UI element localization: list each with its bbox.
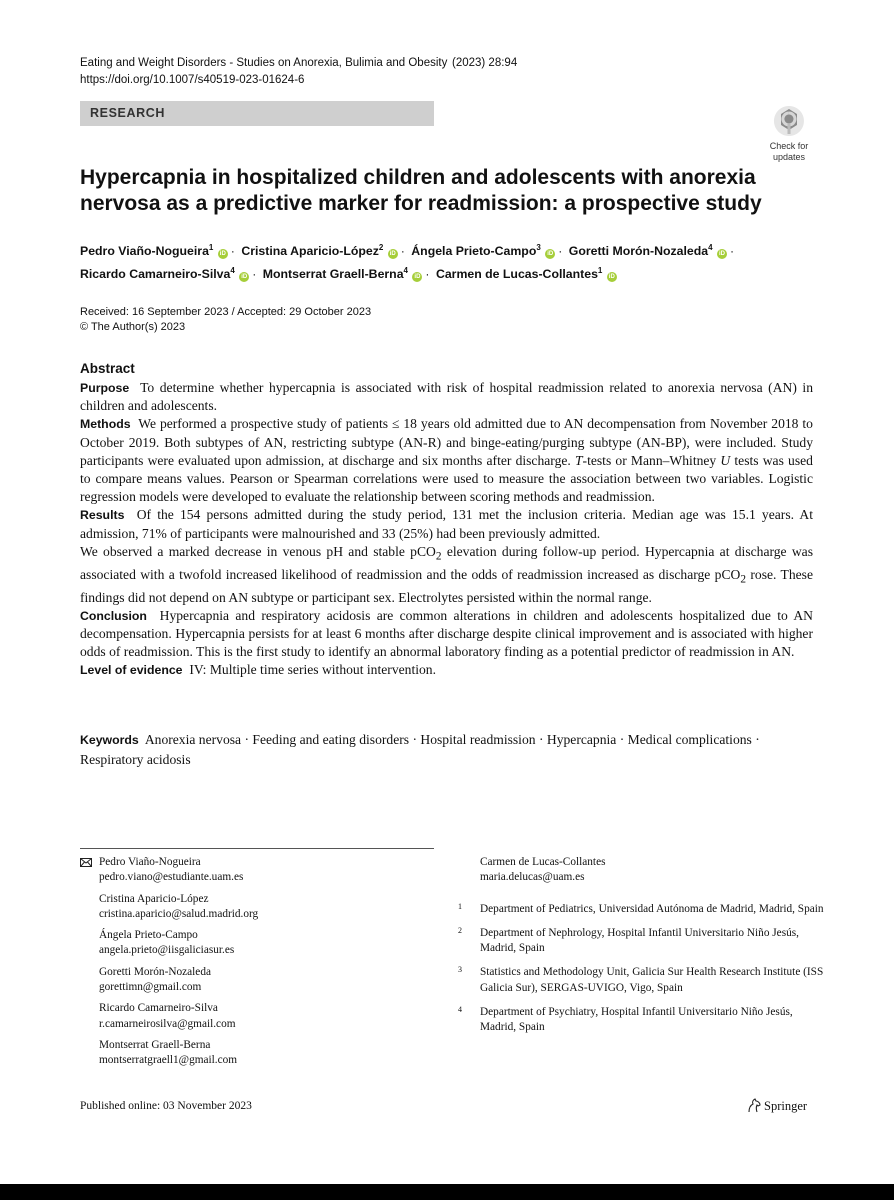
affiliation-text: Department of Pediatrics, Universidad Autónoma de Madrid, Madrid, Spain [480,902,824,915]
affiliation-text: Department of Nephrology, Hospital Infantil Universitario Niño Jesús, Madrid, Spain [480,926,799,955]
orcid-icon[interactable]: iD [719,251,725,258]
author[interactable]: Ricardo Camarneiro-Silva$^4$ iD [80,266,248,282]
affiliation-number: 1 [458,901,462,911]
title-line-1: Hypercapnia in hospitalized children and adolescents with anorexia [80,166,756,189]
contact-entry [80,965,440,996]
journal-year-volume: (2023) 28:94 [452,57,518,69]
affiliation-number: 4 [458,1005,462,1015]
contact-email[interactable]: montserratgraell1@gmail.com [99,1054,238,1067]
orcid-icon[interactable]: iD [389,251,396,258]
contact-entry [80,928,440,959]
affiliation-number: 2 [458,925,462,935]
contact-entry [80,1001,440,1032]
abstract-purpose: Purpose To determine whether hypercapnia is associated with risk of hospital readmission related to anorexia nervosa (AN) in children and adolescents. [80,380,813,414]
footnote-divider [80,848,434,849]
affiliation [458,926,828,957]
contact-email[interactable]: gorettimn@gmail.com [99,981,202,994]
paper-title [80,165,780,217]
contact-name: Carmen de Lucas-Collantes [480,856,606,868]
affiliations-column [458,855,828,1045]
contact-email[interactable]: maria.delucas@uam.es [480,871,585,884]
abstract-conclusion: Conclusion Hypercapnia and respiratory acidosis are common alterations in children and adolescents hospitalized due to AN decompensation. Hypercapnia persists for at least 6 months after discharge despite clinical improvement and is associated with higher odds of readmission. This is the first study to identify an abnormal laboratory finding as a potential predictor of readmission in AN. [80,607,813,660]
abstract-heading: Abstract [80,361,135,376]
abstract-results-2: We observed a marked decrease in venous pH and stable pCO$_2$ elevation during follow-up period. Hypercapnia at discharge was associated with a twofold increased likelihood of readmission and the odds of readmission increased as discharge pCO$_2$ rose. These findings did not depend on AN subtype or participant sex. Electrolytes persisted within the normal range. [80,543,813,605]
author[interactable]: Carmen de Lucas-Collantes$^1$ iD [435,266,615,282]
doi-link[interactable]: https://doi.org/10.1007/s40519-023-01624-6 [80,74,305,86]
check-updates-line1: Check for [769,141,809,151]
author[interactable]: Ángela Prieto-Campo$^3$ iD [411,243,554,259]
contact-email[interactable]: r.camarneirosilva@gmail.com [99,1017,236,1030]
abstract-results: Results Of the 154 persons admitted during the study period, 131 met the inclusion criteria. Median age was 15.1 years. At admission, 71% of participants were malnourished and 33 (25%) had been previously admitted. [80,507,813,541]
orcid-icon[interactable]: iD [219,251,226,258]
orcid-icon[interactable]: iD [414,274,421,281]
abstract-level: Level of evidence IV: Multiple time series without intervention. [80,662,436,678]
received-accepted: Received: 16 September 2023 / Accepted: 29 October 2023 [80,306,372,318]
contact-entry [80,855,440,886]
keywords-text: Anorexia nervosa · Feeding and eating disorders · Hospital readmission · Hypercapnia · Medical complications · Respiratory acidosis [80,732,760,767]
publisher-logo [746,1098,807,1114]
affiliation-text: Department of Psychiatry, Hospital Infantil Universitario Niño Jesús, Madrid, Spain [480,1006,793,1034]
check-updates-line2: updates [772,152,806,162]
contact-entry [80,1038,440,1069]
affiliation [458,1005,828,1036]
contact-email[interactable]: angela.prieto@iisgaliciasur.es [99,944,235,957]
copyright: © The Author(s) 2023 [80,321,186,333]
contact-name: Cristina Aparicio-López [99,892,209,905]
crossmark-icon [772,104,806,140]
keywords-label: Keywords [80,733,139,747]
author-list: Pedro Viaño-Nogueira$^1$ iD · Cristina Aparicio-López$^2$ iD · Ángela Prieto-Campo$^3$ iD · Goretti Morón-Nozaleda$^4$ iD · Ricardo Camarneiro-Silva$^4$ iD · Montserrat Graell-Berna$^4$ iD · Carmen de Lucas-Collantes$^1$ iD [80,243,735,282]
orcid-icon[interactable]: iD [547,251,554,258]
contact-entry [80,892,440,923]
affiliation-number: 3 [458,965,462,975]
affiliation [458,902,828,917]
contact-name: Montserrat Graell-Berna [99,1038,211,1051]
contact-name: Ricardo Camarneiro-Silva [99,1002,218,1015]
contact-name: Goretti Morón-Nozaleda [99,965,211,978]
envelope-icon [80,858,92,867]
orcid-icon[interactable]: iD [608,274,615,281]
orcid-icon[interactable]: iD [241,274,248,281]
contact-email[interactable]: pedro.viano@estudiante.uam.es [99,871,244,884]
published-date: Published online: 03 November 2023 [80,1100,252,1112]
article-dates [80,305,371,335]
contact-entry [458,855,828,886]
contact-name: Pedro Viaño-Nogueira [99,856,201,868]
author[interactable]: Cristina Aparicio-López$^2$ iD [241,243,396,259]
section-label: RESEARCH [90,106,165,120]
author[interactable]: Montserrat Graell-Berna$^4$ iD [262,266,421,282]
keywords [80,730,813,769]
check-for-updates-button[interactable] [764,104,814,162]
contact-name: Ángela Prieto-Campo [99,929,198,942]
publisher-name: Springer [764,1099,808,1113]
springer-horse-icon [746,1098,762,1113]
author-contacts [80,855,440,1075]
affiliation [458,965,828,996]
abstract-methods: Methods We performed a prospective study of patients ≤ 18 years old admitted due to AN decompensation from November 2018 to October 2019. Both subtypes of AN, restricting subtype (AN-R) and binge-eating/purging subtype (AN-BP), were included. Study participants were evaluated upon admission, at discharge and six months after discharge. T-tests or Mann–Whitney U tests was used to compare means values. Pearson or Spearman correlations were used to measure the association between two variables. Logistic regression models were developed to evaluate the relationship between scoring methods and readmission. [80,416,813,505]
journal-name: Eating and Weight Disorders - Studies on Anorexia, Bulimia and Obesity [80,57,448,69]
author[interactable]: Goretti Morón-Nozaleda$^4$ iD [568,243,725,259]
abstract-body [80,379,813,680]
title-line-2: nervosa as a predictive marker for readmission: a prospective study [80,192,762,215]
section-banner [80,101,434,126]
contact-email[interactable]: cristina.aparicio@salud.madrid.org [99,907,259,920]
affiliation-text: Statistics and Methodology Unit, Galicia Sur Health Research Institute (ISS Galicia Sur), SERGAS-UVIGO, Vigo, Spain [480,966,824,994]
author[interactable]: Pedro Viaño-Nogueira$^1$ iD [80,243,226,259]
